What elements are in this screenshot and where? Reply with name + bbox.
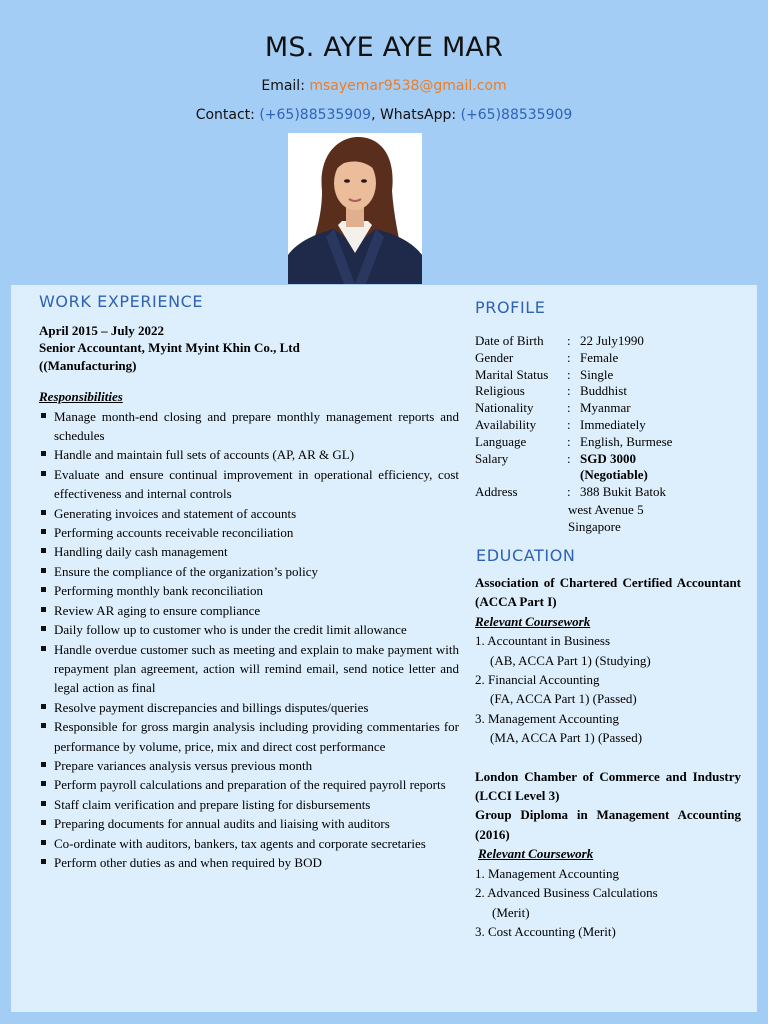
table-row xyxy=(475,367,672,384)
education-title: EDUCATION xyxy=(476,546,576,565)
acca-title: Association of Chartered Certified Accountant (ACCA Part I) xyxy=(475,575,741,610)
colon: : xyxy=(567,383,571,399)
list-item: Handle and maintain full sets of accounts (AP, AR & GL) xyxy=(39,445,459,464)
list-item: Generating invoices and statement of accounts xyxy=(39,504,459,523)
email-line xyxy=(0,78,768,94)
profile-value: Single xyxy=(580,366,614,382)
address-value: 388 Bukit Batok xyxy=(580,484,666,500)
salary-note: (Negotiable) xyxy=(580,467,648,483)
list-item: Perform payroll calculations and preparation of the required payroll reports xyxy=(39,775,459,794)
colon: : xyxy=(567,349,571,365)
list-item: Ensure the compliance of the organization’s policy xyxy=(39,562,459,581)
list-item: Preparing documents for annual audits and liaising with auditors xyxy=(39,814,459,833)
profile-value: 22 July1990 xyxy=(580,333,644,348)
list-item: 1. Management Accounting xyxy=(475,865,620,881)
table-row xyxy=(475,383,672,400)
address-line-2: west Avenue 5 xyxy=(568,501,644,517)
profile-photo xyxy=(288,133,422,284)
table-row xyxy=(475,333,672,350)
work-experience-title: WORK EXPERIENCE xyxy=(39,292,204,311)
email-link[interactable]: msayemar9538@gmail.com xyxy=(309,78,507,94)
profile-key: Salary xyxy=(475,450,509,466)
resume-header xyxy=(0,0,768,285)
list-item: 1. Accountant in Business xyxy=(475,633,611,649)
list-item: 3. Management Accounting xyxy=(475,710,620,726)
contact-line xyxy=(0,107,768,123)
lcci-diploma: Group Diploma in Management Accounting (2016) xyxy=(475,807,741,842)
profile-value: Female xyxy=(580,349,619,365)
list-item: 3. Cost Accounting (Merit) xyxy=(475,923,616,939)
table-row xyxy=(475,417,672,434)
list-item: Prepare variances analysis versus previous month xyxy=(39,756,459,775)
table-row xyxy=(475,350,672,367)
table-row xyxy=(475,451,672,485)
list-item: (Merit) xyxy=(492,904,530,920)
list-item: 2. Advanced Business Calculations xyxy=(475,885,658,901)
list-item: Staff claim verification and prepare listing for disbursements xyxy=(39,795,459,814)
colon: : xyxy=(567,433,571,449)
list-item: Manage month-end closing and prepare monthly management reports and schedules xyxy=(39,407,459,446)
list-item: Handle overdue customer such as meeting and explain to make payment with repayment plan agreement, action will remind email, send notice letter and legal action as final xyxy=(39,640,459,698)
list-item: (MA, ACCA Part 1) (Passed) xyxy=(490,730,643,746)
profile-key: Language xyxy=(475,433,527,449)
candidate-name: MS. AYE AYE MAR xyxy=(264,32,504,63)
relevant-coursework-label: Relevant Coursework xyxy=(475,613,591,629)
profile-key: Date of Birth xyxy=(475,333,544,348)
contact-label: Contact: xyxy=(195,107,260,123)
table-row xyxy=(475,434,672,451)
list-item: Evaluate and ensure continual improvement in operational efficiency, cost effectiveness and internal controls xyxy=(39,465,459,504)
email-label: Email: xyxy=(261,78,310,94)
work-industry: ((Manufacturing) xyxy=(39,357,137,373)
resume-body-card xyxy=(11,285,757,1012)
list-item: (AB, ACCA Part 1) (Studying) xyxy=(490,652,651,668)
profile-key: Gender xyxy=(475,349,514,365)
list-item: Performing monthly bank reconciliation xyxy=(39,581,459,600)
list-item: Performing accounts receivable reconciliation xyxy=(39,523,459,542)
responsibilities-list xyxy=(39,407,459,873)
list-item: Handling daily cash management xyxy=(39,542,459,561)
list-item: Responsible for gross margin analysis including providing commentaries for performance by volume, price, mix and direct cost performance xyxy=(39,717,459,756)
whatsapp-phone[interactable]: (+65)88535909 xyxy=(460,107,573,123)
address-line-3: Singapore xyxy=(568,518,621,534)
table-row xyxy=(475,484,672,501)
list-item: Resolve payment discrepancies and billings disputes/queries xyxy=(39,698,459,717)
whatsapp-label: , WhatsApp: xyxy=(371,107,461,123)
profile-value: Immediately xyxy=(580,416,646,432)
list-item: Review AR aging to ensure compliance xyxy=(39,601,459,620)
profile-key: Availability xyxy=(475,416,537,432)
list-item: Co-ordinate with auditors, bankers, tax agents and corporate secretaries xyxy=(39,834,459,853)
contact-phone[interactable]: (+65)88535909 xyxy=(259,107,372,123)
profile-value: Buddhist xyxy=(580,383,627,399)
colon: : xyxy=(567,450,571,466)
profile-key: Nationality xyxy=(475,400,534,416)
profile-value: Myanmar xyxy=(580,400,631,416)
list-item: Daily follow up to customer who is under the credit limit allowance xyxy=(39,620,459,639)
colon: : xyxy=(567,333,571,348)
responsibilities-title: Responsibilities xyxy=(39,389,123,405)
colon: : xyxy=(567,366,571,382)
profile-section xyxy=(475,333,741,535)
colon: : xyxy=(567,416,571,432)
table-row xyxy=(475,400,672,417)
colon: : xyxy=(567,484,571,500)
salary-value xyxy=(580,451,672,485)
profile-key: Religious xyxy=(475,383,525,399)
profile-table xyxy=(475,333,672,501)
lcci-relevant-coursework-label: Relevant Coursework xyxy=(478,846,594,862)
spacer xyxy=(475,748,741,767)
profile-title: PROFILE xyxy=(475,298,546,317)
work-role: Senior Accountant, Myint Myint Khin Co., Ltd xyxy=(39,340,300,356)
list-item: Perform other duties as and when required by BOD xyxy=(39,853,459,872)
list-item: (FA, ACCA Part 1) (Passed) xyxy=(490,691,637,707)
colon: : xyxy=(567,400,571,416)
education-section xyxy=(475,573,741,941)
work-period: April 2015 – July 2022 xyxy=(39,323,164,338)
profile-key: Marital Status xyxy=(475,366,549,382)
portrait-image xyxy=(288,133,422,284)
list-item: 2. Financial Accounting xyxy=(475,672,600,688)
work-experience-section xyxy=(39,321,459,872)
salary-amount: SGD 3000 xyxy=(580,450,636,466)
lcci-title: London Chamber of Commerce and Industry (LCCI Level 3) xyxy=(475,768,741,804)
profile-value: English, Burmese xyxy=(580,433,673,449)
profile-key: Address xyxy=(475,484,518,500)
